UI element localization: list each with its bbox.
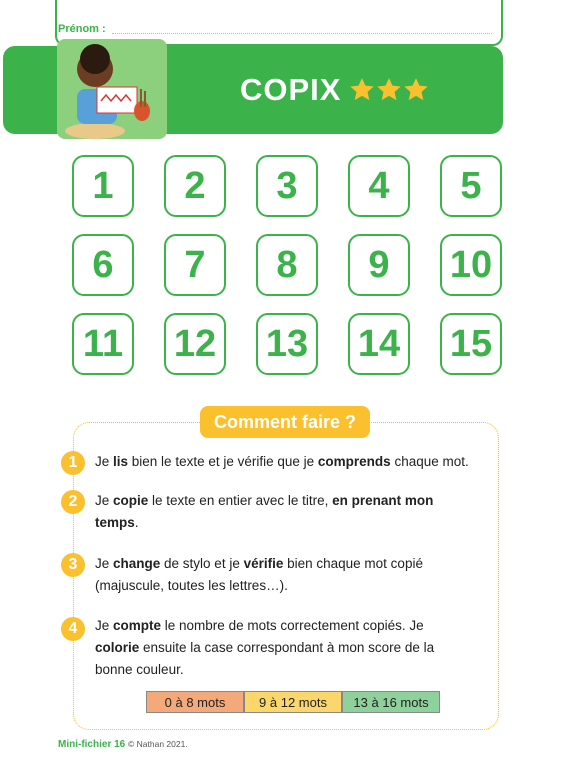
number-box-15[interactable]: 15 <box>440 313 502 375</box>
number-box-12[interactable]: 12 <box>164 313 226 375</box>
step-1-text: Je lis bien le texte et je vérifie que je comprends chaque mot. <box>95 454 469 469</box>
star-icon <box>376 77 402 103</box>
title-text: COPIX <box>240 72 342 107</box>
number-box-1[interactable]: 1 <box>72 155 134 217</box>
number-box-5[interactable]: 5 <box>440 155 502 217</box>
number-box-10[interactable]: 10 <box>440 234 502 296</box>
step-4-badge: 4 <box>61 617 85 641</box>
page-title <box>240 72 429 108</box>
name-field[interactable] <box>112 33 492 34</box>
footer-copyright: © Nathan 2021. <box>128 739 188 749</box>
score-box-low[interactable]: 0 à 8 mots <box>146 691 244 713</box>
number-box-2[interactable]: 2 <box>164 155 226 217</box>
number-box-4[interactable]: 4 <box>348 155 410 217</box>
step-4-text: Je compte le nombre de mots correctement copiés. Je colorie ensuite la case correspondant à mon score de la bonne couleur. <box>95 618 435 677</box>
child-illustration <box>57 39 167 139</box>
step-2-badge: 2 <box>61 490 85 514</box>
step-2-text: Je copie le texte en entier avec le titre, en prenant mon temps. <box>95 493 434 530</box>
score-legend <box>146 691 440 713</box>
number-box-6[interactable]: 6 <box>72 234 134 296</box>
step-1-badge: 1 <box>61 451 85 475</box>
number-box-8[interactable]: 8 <box>256 234 318 296</box>
footer <box>58 739 188 750</box>
star-icon <box>403 77 429 103</box>
name-label: Prénom : <box>58 23 106 35</box>
score-box-medium[interactable]: 9 à 12 mots <box>244 691 342 713</box>
step-3-badge: 3 <box>61 553 85 577</box>
number-box-9[interactable]: 9 <box>348 234 410 296</box>
number-box-11[interactable]: 11 <box>72 313 134 375</box>
number-box-14[interactable]: 14 <box>348 313 410 375</box>
number-box-13[interactable]: 13 <box>256 313 318 375</box>
star-icon <box>349 77 375 103</box>
step-3-text: Je change de stylo et je vérifie bien chaque mot copié (majuscule, toutes les lettres…). <box>95 556 423 593</box>
difficulty-stars <box>349 77 429 103</box>
score-box-high[interactable]: 13 à 16 mots <box>342 691 440 713</box>
instructions-title: Comment faire ? <box>200 406 370 438</box>
number-box-7[interactable]: 7 <box>164 234 226 296</box>
footer-code: Mini-fichier 16 <box>58 739 126 750</box>
number-box-3[interactable]: 3 <box>256 155 318 217</box>
